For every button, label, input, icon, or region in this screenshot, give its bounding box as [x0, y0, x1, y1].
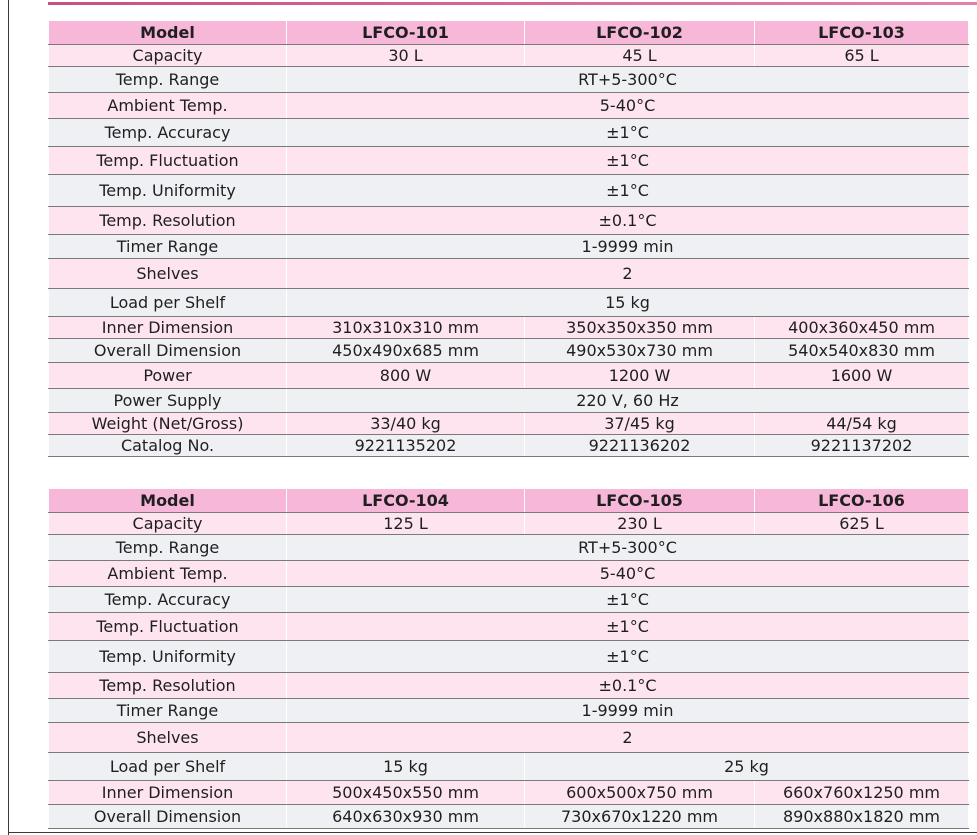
table-cell: 490x530x730 mm	[525, 339, 755, 363]
row-label: Temp. Uniformity	[49, 641, 287, 673]
table-cell: ±1°C	[287, 613, 969, 641]
row-label: Overall Dimension	[49, 339, 287, 363]
table-cell: 2	[287, 259, 969, 289]
table-cell: 44/54 kg	[755, 413, 969, 435]
table-row	[49, 587, 969, 613]
page-left-border	[8, 0, 9, 835]
table-cell: ±1°C	[287, 119, 969, 147]
table-row	[49, 699, 969, 723]
row-label: Power	[49, 363, 287, 389]
spec-table-2	[48, 488, 969, 829]
table-row	[49, 805, 969, 829]
table-cell: 540x540x830 mm	[755, 339, 969, 363]
table-cell: 65 L	[755, 45, 969, 67]
table-cell: ±1°C	[287, 147, 969, 175]
table-cell: 125 L	[287, 513, 525, 535]
row-label: Shelves	[49, 723, 287, 753]
table-cell: ±1°C	[287, 587, 969, 613]
table-cell: 350x350x350 mm	[525, 317, 755, 339]
row-label: Capacity	[49, 45, 287, 67]
row-label: Overall Dimension	[49, 805, 287, 829]
table-cell: 450x490x685 mm	[287, 339, 525, 363]
header-cell: LFCO-106	[755, 489, 969, 513]
table-cell: 400x360x450 mm	[755, 317, 969, 339]
table-row	[49, 641, 969, 673]
table-row	[49, 781, 969, 805]
row-label: Temp. Range	[49, 535, 287, 561]
header-cell: Model	[49, 21, 287, 45]
table-cell: 25 kg	[525, 753, 969, 781]
row-label: Capacity	[49, 513, 287, 535]
table-row	[49, 561, 969, 587]
row-label: Temp. Uniformity	[49, 175, 287, 207]
table-cell: 9221137202	[755, 435, 969, 457]
row-label: Temp. Fluctuation	[49, 613, 287, 641]
table-row	[49, 45, 969, 67]
table-row	[49, 175, 969, 207]
table-row	[49, 389, 969, 413]
row-label: Temp. Accuracy	[49, 119, 287, 147]
table-cell: 15 kg	[287, 289, 969, 317]
table-cell: 1200 W	[525, 363, 755, 389]
row-label: Catalog No.	[49, 435, 287, 457]
table-row	[49, 207, 969, 235]
page-bottom-border	[8, 832, 977, 833]
top-accent-rule	[48, 2, 977, 5]
table-cell: ±1°C	[287, 641, 969, 673]
table-row	[49, 363, 969, 389]
table-cell: 15 kg	[287, 753, 525, 781]
row-label: Temp. Accuracy	[49, 587, 287, 613]
table-row	[49, 723, 969, 753]
row-label: Shelves	[49, 259, 287, 289]
table-cell: 9221135202	[287, 435, 525, 457]
header-cell: LFCO-102	[525, 21, 755, 45]
table-cell: RT+5-300°C	[287, 535, 969, 561]
table-row	[49, 289, 969, 317]
table-cell: 1-9999 min	[287, 235, 969, 259]
table-cell: 9221136202	[525, 435, 755, 457]
row-label: Timer Range	[49, 699, 287, 723]
table-cell: 30 L	[287, 45, 525, 67]
table-cell: 5-40°C	[287, 561, 969, 587]
table-row	[49, 147, 969, 175]
header-cell: LFCO-103	[755, 21, 969, 45]
table-cell: 310x310x310 mm	[287, 317, 525, 339]
table-header-row	[49, 21, 969, 45]
row-label: Inner Dimension	[49, 781, 287, 805]
table-cell: 640x630x930 mm	[287, 805, 525, 829]
table-row	[49, 613, 969, 641]
table-cell: 230 L	[525, 513, 755, 535]
row-label: Inner Dimension	[49, 317, 287, 339]
table-cell: 220 V, 60 Hz	[287, 389, 969, 413]
table-cell: 600x500x750 mm	[525, 781, 755, 805]
row-label: Ambient Temp.	[49, 561, 287, 587]
header-cell: LFCO-104	[287, 489, 525, 513]
table-cell: 660x760x1250 mm	[755, 781, 969, 805]
table-cell: 890x880x1820 mm	[755, 805, 969, 829]
table-row	[49, 535, 969, 561]
row-label: Load per Shelf	[49, 289, 287, 317]
table-row	[49, 413, 969, 435]
table-cell: 625 L	[755, 513, 969, 535]
table-row	[49, 753, 969, 781]
table-row	[49, 235, 969, 259]
header-cell: Model	[49, 489, 287, 513]
row-label: Weight (Net/Gross)	[49, 413, 287, 435]
table-cell: 730x670x1220 mm	[525, 805, 755, 829]
table-row	[49, 259, 969, 289]
table-cell: ±1°C	[287, 175, 969, 207]
table-cell: ±0.1°C	[287, 673, 969, 699]
row-label: Temp. Resolution	[49, 673, 287, 699]
row-label: Temp. Resolution	[49, 207, 287, 235]
table-cell: 800 W	[287, 363, 525, 389]
table-row	[49, 435, 969, 457]
table-cell: RT+5-300°C	[287, 67, 969, 93]
table-cell: 1600 W	[755, 363, 969, 389]
table-cell: 2	[287, 723, 969, 753]
table-cell: 5-40°C	[287, 93, 969, 119]
table-cell: ±0.1°C	[287, 207, 969, 235]
table-cell: 45 L	[525, 45, 755, 67]
table-header-row	[49, 489, 969, 513]
table-row	[49, 93, 969, 119]
row-label: Ambient Temp.	[49, 93, 287, 119]
header-cell: LFCO-101	[287, 21, 525, 45]
table-row	[49, 673, 969, 699]
table-cell: 500x450x550 mm	[287, 781, 525, 805]
row-label: Temp. Range	[49, 67, 287, 93]
table-row	[49, 339, 969, 363]
row-label: Load per Shelf	[49, 753, 287, 781]
row-label: Timer Range	[49, 235, 287, 259]
table-row	[49, 119, 969, 147]
table-row	[49, 317, 969, 339]
table-cell: 1-9999 min	[287, 699, 969, 723]
row-label: Temp. Fluctuation	[49, 147, 287, 175]
header-cell: LFCO-105	[525, 489, 755, 513]
table-row	[49, 513, 969, 535]
table-cell: 37/45 kg	[525, 413, 755, 435]
table-row	[49, 67, 969, 93]
row-label: Power Supply	[49, 389, 287, 413]
spec-table-1	[48, 20, 969, 457]
table-cell: 33/40 kg	[287, 413, 525, 435]
